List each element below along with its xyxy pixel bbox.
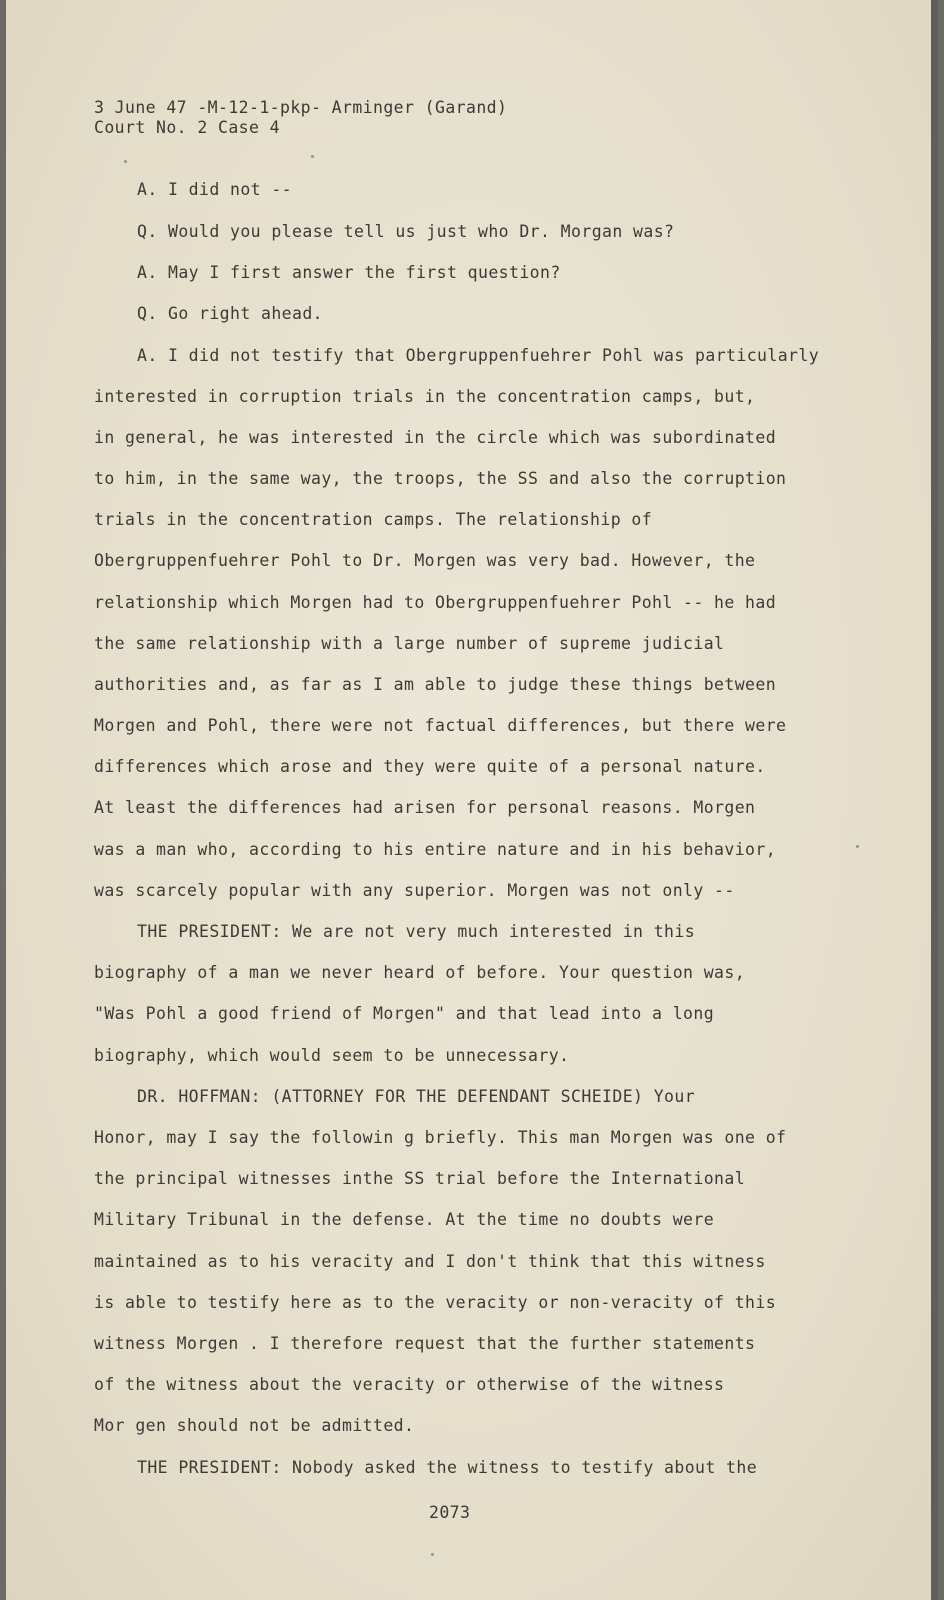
body-line: trials in the concentration camps. The relationship of — [94, 510, 653, 529]
body-line: DR. HOFFMAN: (ATTORNEY FOR THE DEFENDANT SCHEIDE) Your — [137, 1087, 696, 1106]
paper-speck — [124, 160, 127, 163]
body-line: A. I did not testify that Obergruppenfuehrer Pohl was particularly — [137, 346, 820, 365]
body-line: Morgen and Pohl, there were not factual differences, but there were — [94, 716, 787, 735]
body-line: Military Tribunal in the defense. At the time no doubts were — [94, 1210, 715, 1229]
body-line: interested in corruption trials in the concentration camps, but, — [94, 387, 756, 406]
body-line: Q. Go right ahead. — [137, 304, 324, 323]
page-edge — [931, 0, 938, 1600]
body-line: of the witness about the veracity or otherwise of the witness — [94, 1375, 725, 1394]
body-line: biography, which would seem to be unnecessary. — [94, 1046, 570, 1065]
body-line: A. I did not -- — [137, 180, 293, 199]
body-line: is able to testify here as to the veracity or non-veracity of this — [94, 1293, 777, 1312]
paper-speck — [856, 845, 859, 848]
page-number: 2073 — [429, 1503, 471, 1522]
body-line: A. May I first answer the first question? — [137, 263, 561, 282]
body-line: differences which arose and they were quite of a personal nature. — [94, 757, 766, 776]
body-line: At least the differences had arisen for personal reasons. Morgen — [94, 798, 756, 817]
body-line: Honor, may I say the followin g briefly. This man Morgen was one of — [94, 1128, 787, 1147]
body-line: THE PRESIDENT: Nobody asked the witness to testify about the — [137, 1458, 758, 1477]
body-line: relationship which Morgen had to Obergruppenfuehrer Pohl -- he had — [94, 593, 777, 612]
body-line: authorities and, as far as I am able to judge these things between — [94, 675, 777, 694]
body-line: biography of a man we never heard of before. Your question was, — [94, 963, 746, 982]
body-line: "Was Pohl a good friend of Morgen" and that lead into a long — [94, 1004, 715, 1023]
paper-speck — [431, 1553, 434, 1556]
body-line: witness Morgen . I therefore request that the further statements — [94, 1334, 756, 1353]
body-line: Q. Would you please tell us just who Dr. Morgan was? — [137, 222, 675, 241]
body-line: the same relationship with a large number of supreme judicial — [94, 634, 725, 653]
typed-page — [6, 0, 938, 1600]
paper-speck — [311, 155, 314, 158]
body-line: to him, in the same way, the troops, the SS and also the corruption — [94, 469, 787, 488]
body-line: Mor gen should not be admitted. — [94, 1416, 415, 1435]
body-line: was scarcely popular with any superior. Morgen was not only -- — [94, 881, 735, 900]
header-line-1: 3 June 47 -M-12-1-pkp- Arminger (Garand) — [94, 98, 508, 117]
body-line: Obergruppenfuehrer Pohl to Dr. Morgen was very bad. However, the — [94, 551, 756, 570]
body-line: the principal witnesses inthe SS trial before the International — [94, 1169, 746, 1188]
header-line-2: Court No. 2 Case 4 — [94, 118, 281, 137]
body-line: THE PRESIDENT: We are not very much interested in this — [137, 922, 696, 941]
body-line: was a man who, according to his entire nature and in his behavior, — [94, 840, 777, 859]
body-line: maintained as to his veracity and I don't think that this witness — [94, 1252, 766, 1271]
body-line: in general, he was interested in the circle which was subordinated — [94, 428, 777, 447]
